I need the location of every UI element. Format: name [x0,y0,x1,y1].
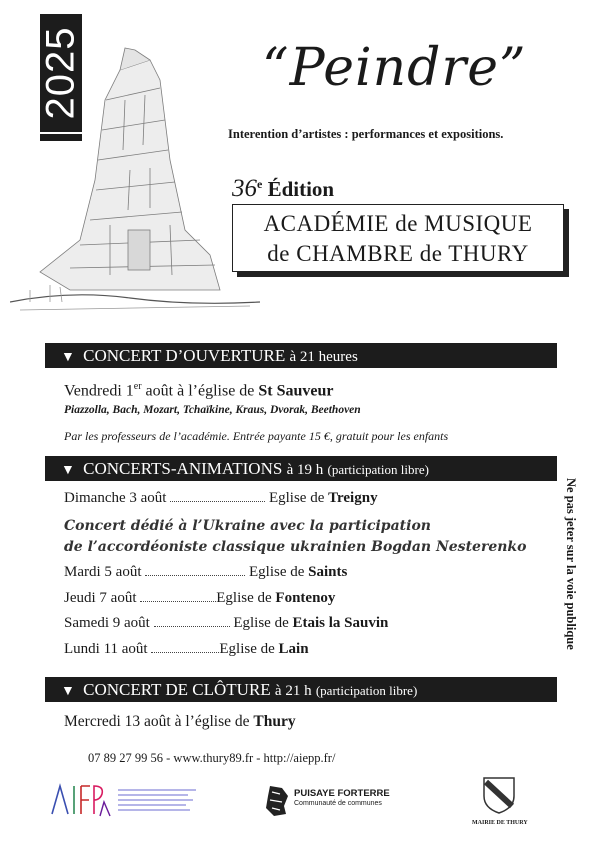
list-item [64,615,388,632]
event-place: Saints [308,564,348,580]
event-place: Treigny [328,490,378,506]
mairie-label: MAIRIE DE THURY [472,820,528,826]
list-item [64,564,347,581]
opening-bar-time: à 21 heures [289,349,358,365]
event-date: Jeudi 7 août [64,590,137,606]
event-place: Fontenoy [275,590,336,606]
edition-suffix: e [257,177,263,191]
list-item [64,490,378,507]
triangle-down-icon: ▼ [61,350,75,365]
side-note: Ne pas jeter sur la voie publique [564,478,578,650]
closing-bar-title: CONCERT DE CLÔTURE [83,680,271,699]
puisaye-subtitle: Communauté de communes [294,800,382,807]
edition-heading [232,175,334,203]
puisaye-title: PUISAYE FORTERRE [294,788,390,799]
event-place: Lain [278,641,309,657]
opening-concert-bar [45,343,557,368]
main-title: “Peindre” [262,38,527,98]
animations-bar-title: CONCERTS-ANIMATIONS [83,459,283,478]
year-text: 2025 [38,26,83,120]
ukraine-note-line-2: de l’accordéoniste classique ukrainien Bogdan Nesterenko [64,539,527,555]
animations-bar [45,456,557,481]
dot-leader [151,642,219,653]
coat-of-arms-icon [482,776,516,814]
puisaye-map-icon [264,784,290,818]
aiepp-logo-icon [48,780,198,820]
event-church: Eglise de [233,615,293,631]
academy-line-1: ACADÉMIE de MUSIQUE [263,211,533,236]
opening-bar-title: CONCERT D’OUVERTURE [83,346,286,365]
closing-date-line [64,713,296,731]
animations-bar-note: (participation libre) [327,462,429,477]
academy-line-2: de CHAMBRE de THURY [267,241,529,266]
event-date: Lundi 11 août [64,641,148,657]
opening-date-line [64,381,334,400]
ukraine-note-line-1: Concert dédié à l’Ukraine avec la participation [64,518,431,534]
opening-date-post: août à l’église de [141,382,259,400]
edition-number: 36 [232,175,257,202]
opening-date-pre: Vendredi 1 [64,382,134,400]
triangle-down-icon: ▼ [61,463,75,478]
list-item [64,590,335,607]
edition-label: Édition [267,177,335,201]
contact-line: 07 89 27 99 56 - www.thury89.fr - http://aiepp.fr/ [88,751,336,765]
aiepp-logo [48,780,198,820]
dot-leader [170,491,265,502]
subtitle: Interention d’artistes : performances et expositions. [228,127,504,141]
dot-leader [140,591,216,602]
opening-composers: Piazzolla, Bach, Mozart, Tchaïkine, Kraus, Dvorak, Beethoven [64,404,361,416]
event-date: Samedi 9 août [64,615,150,631]
closing-bar-note: (participation libre) [315,683,418,698]
list-item [64,641,309,658]
closing-concert-bar [45,677,557,702]
animations-bar-time: à 19 h [286,462,324,478]
opening-note: Par les professeurs de l’académie. Entrée payante 15 €, gratuit pour les enfants [64,429,449,443]
triangle-down-icon: ▼ [61,684,75,699]
mairie-thury-logo [472,776,528,836]
opening-date-sup: er [133,381,142,392]
event-date: Dimanche 3 août [64,490,167,506]
closing-place: Thury [253,713,296,730]
event-date: Mardi 5 août [64,564,142,580]
dot-leader [154,616,230,627]
event-church: Eglise de [219,641,279,657]
dot-leader [145,565,245,576]
church-sketch-illustration [10,40,263,330]
closing-bar-time: à 21 h [274,683,312,699]
puisaye-forterre-logo [264,782,424,822]
academy-title-box [232,204,564,272]
event-church: Eglise de [248,564,309,580]
event-church: Eglise de [216,590,276,606]
opening-place: St Sauveur [258,382,334,400]
event-church: Eglise de [268,490,329,506]
event-place: Etais la Sauvin [292,615,389,631]
closing-date: Mercredi 13 août à l’église de [64,713,254,730]
